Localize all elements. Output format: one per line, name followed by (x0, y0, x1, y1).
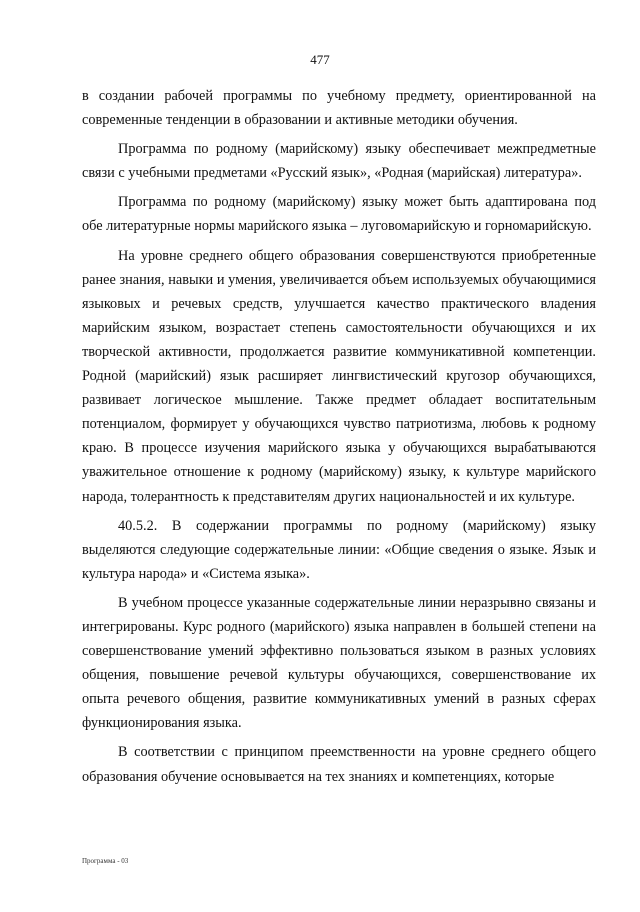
paragraph-continuity: В соответствии с принципом преемственности на уровне среднего общего образования обучение основывается на тех знаниях и компетенциях, которые (82, 744, 596, 785)
paragraph-secondary-education: На уровне среднего общего образования совершенствуются приобретенные ранее знания, навыки и умения, увеличивается объем используемых обучающимися языковых и речевых средств, улучшается качество практического владения марийским языком, возрастает степень самостоятельности обучающихся и их творческой активности, продолжается развитие коммуникативной компетенции. Родной (марийский) язык расширяет лингвистический кругозор обучающихся, развивает логическое мышление. Также предмет обладает воспитательным потенциалом, формирует у обучающихся чувство патриотизма, любовь к родному краю. В процессе изучения марийского языка у обучающихся вырабатываются уважительное отношение к родному (марийскому) языку, к культуре марийского народа, толерантность к представителям других национальностей и их культуре. (82, 247, 596, 505)
paragraph-interdisciplinary-links: Программа по родному (марийскому) языку обеспечивает межпредметные связи с учебными предметами «Русский язык», «Родная (марийская) литература». (82, 141, 596, 182)
page-footer: Программа - 03 (82, 857, 129, 865)
body-text (82, 84, 596, 794)
paragraph-content-lines: 40.5.2. В содержании программы по родному (марийскому) языку выделяются следующие содержательные линии: «Общие сведения о языке. Язык и культура народа» и «Система языка». (82, 517, 596, 582)
paragraph-language-norms: Программа по родному (марийскому) языку может быть адаптирована под обе литературные нормы марийского языка – луговомарийскую и горномарийскую. (82, 194, 596, 235)
paragraph-continuation: в создании рабочей программы по учебному предмету, ориентированной на современные тенденции в образовании и активные методики обучения. (82, 88, 596, 129)
page-number: 477 (310, 52, 330, 67)
paragraph-learning-process: В учебном процессе указанные содержательные линии неразрывно связаны и интегрированы. Курс родного (марийского) языка направлен в большей степени на совершенствование умений эффективно пользоваться языком в разных условиях общения, повышение речевой культуры обучающихся, совершенствование их опыта речевого общения, развитие коммуникативных умений в разных сферах функционирования языка. (82, 594, 596, 732)
